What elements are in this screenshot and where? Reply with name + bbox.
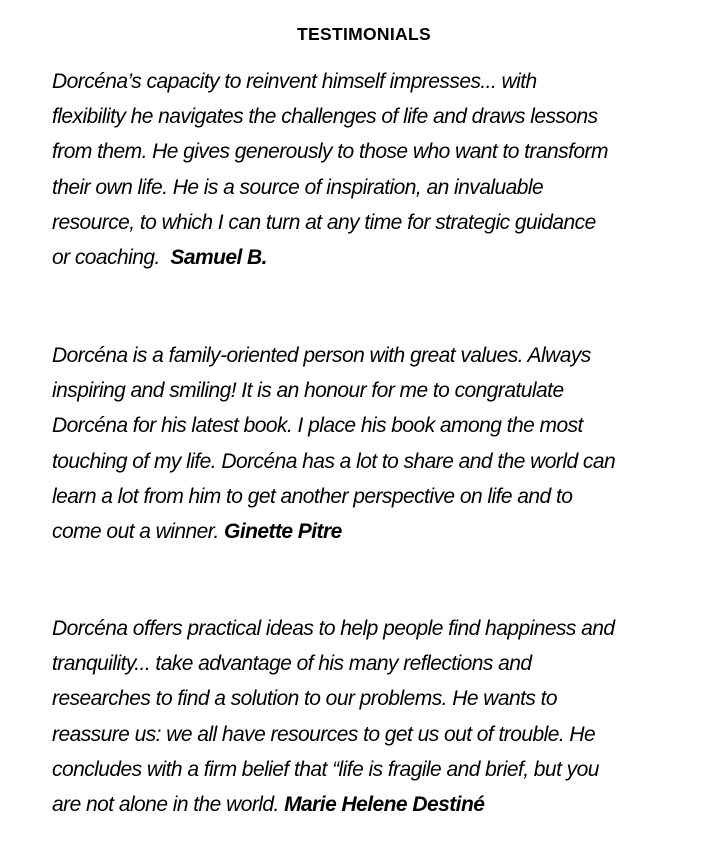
testimonial-author: Ginette Pitre: [224, 520, 342, 544]
testimonial-line: Dorcéna is a family-oriented person with great values. Always: [52, 344, 591, 367]
testimonial-author: Samuel B.: [170, 246, 267, 270]
testimonial-line: learn a lot from him to get another perspective on life and to: [52, 484, 573, 508]
testimonial-line-text: or coaching.: [52, 246, 171, 270]
testimonial-line: tranquility... take advantage of his many reflections and: [52, 652, 532, 676]
testimonial-line: flexibility he navigates the challenges of life and draws lessons: [52, 105, 598, 129]
testimonial-line: their own life. He is a source of inspiration, an invaluable: [52, 175, 544, 199]
testimonial-line: reassure us: we all have resources to get us out of trouble. He: [52, 722, 596, 746]
testimonial-line: resource, to which I can turn at any time for strategic guidance: [52, 210, 596, 234]
testimonial-last-line: [52, 787, 692, 822]
testimonial-last-line: [52, 514, 692, 549]
testimonial-line-text: come out a winner.: [52, 520, 225, 544]
testimonial-line-text: are not alone in the world.: [52, 793, 285, 817]
testimonial-marie-helene-destine: [52, 611, 692, 822]
testimonial-ginette-pitre: [52, 338, 692, 549]
testimonial-line: Dorcéna for his latest book. I place his book among the most: [52, 414, 583, 438]
testimonial-line: inspiring and smiling! It is an honour for me to congratulate: [52, 379, 564, 403]
testimonial-samuel-b: [52, 64, 692, 275]
testimonial-line: concludes with a firm belief that “life is fragile and brief, but you: [52, 757, 599, 781]
testimonial-line: Dorcéna offers practical ideas to help people find happiness and: [52, 617, 615, 640]
testimonial-last-line: [52, 240, 692, 275]
testimonial-line: touching of my life. Dorcéna has a lot to share and the world can: [52, 449, 616, 473]
testimonial-line: researches to find a solution to our problems. He wants to: [52, 687, 558, 711]
testimonial-line: Dorcéna’s capacity to reinvent himself impresses... with: [52, 70, 537, 93]
page-title: TESTIMONIALS: [297, 24, 431, 44]
testimonial-author: Marie Helene Destiné: [284, 793, 485, 817]
testimonial-line: from them. He gives generously to those who want to transform: [52, 140, 608, 164]
